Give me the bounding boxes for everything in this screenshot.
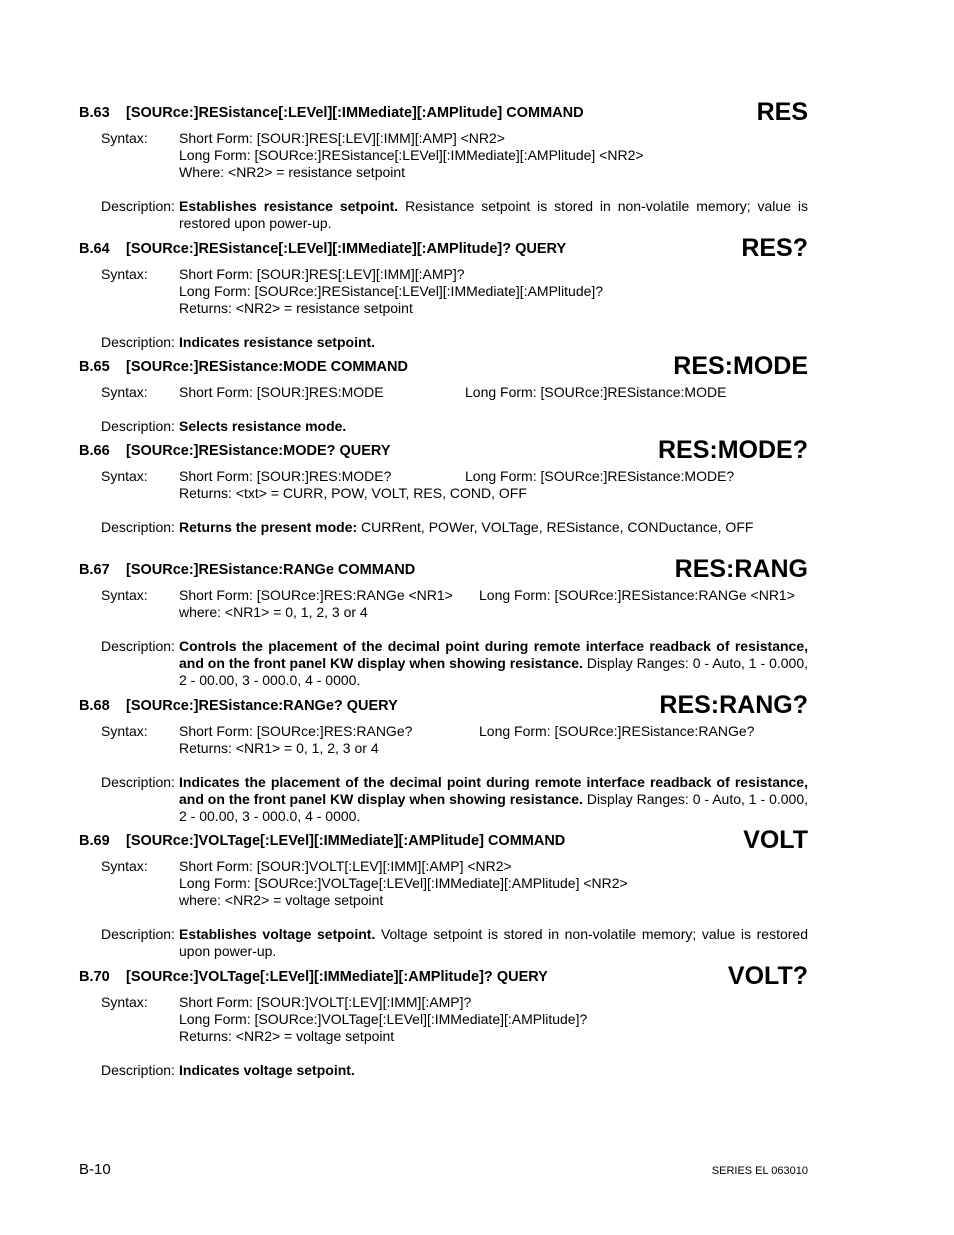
syntax-short: Short Form: [SOUR:]RES:MODE? [179,468,392,484]
command-keyword: RES:MODE? [658,436,808,464]
section-number: B.69 [79,833,110,849]
syntax-short: Short Form: [SOUR:]RES[:LEV][:IMM][:AMP] <NR2> [179,130,505,146]
description-label: Description: [101,334,175,350]
section-b67 [79,555,809,689]
section-heading [79,555,808,583]
command-keyword: RES [756,98,808,126]
syntax-block [79,130,808,181]
syntax-long: Long Form: [SOURce:]VOLTage[:LEVel][:IMMediate][:AMPlitude]? [179,1011,588,1027]
description-bold: Indicates voltage setpoint. [179,1062,355,1078]
description-bold: Controls the placement of the decimal point during remote interface readback of resistance, and on the front panel KW display when showing resistance. [179,638,808,671]
section-title: [SOURce:]RESistance:MODE COMMAND [126,359,408,375]
section-number: B.70 [79,969,110,985]
description-text: Display Ranges: 0 - Auto, 1 - 0.000, 2 - 00.00, 3 - 000.0, 4 - 0000. [179,655,809,688]
syntax-short: Short Form: [SOUR:]VOLT[:LEV][:IMM][:AMP] <NR2> [179,858,512,874]
syntax-block [79,587,808,621]
syntax-long: Long Form: [SOURce:]VOLTage[:LEVel][:IMMediate][:AMPlitude] <NR2> [179,875,628,891]
syntax-label: Syntax: [101,130,148,146]
description-bold: Establishes voltage setpoint. [179,926,376,942]
command-keyword: VOLT? [727,962,808,990]
section-title: [SOURce:]VOLTage[:LEVel][:IMMediate][:AMPlitude] COMMAND [126,833,566,849]
syntax-label: Syntax: [101,723,148,739]
section-number: B.63 [79,105,110,121]
syntax-long: Long Form: [SOURce:]RESistance:RANGe <NR1> [479,587,795,603]
command-keyword: RES:MODE [673,352,808,380]
description-label: Description: [101,1062,175,1078]
syntax-block [79,723,808,757]
syntax-short: Short Form: [SOURce:]RES:RANGe? [179,723,413,739]
syntax-label: Syntax: [101,384,148,400]
syntax-block [79,468,808,502]
description-label: Description: [101,198,175,214]
section-title: [SOURce:]RESistance[:LEVel][:IMMediate][:AMPlitude] COMMAND [126,105,584,121]
syntax-label: Syntax: [101,858,148,874]
description-label: Description: [101,774,175,790]
section-title: [SOURce:]RESistance:RANGe COMMAND [126,562,416,578]
command-keyword: RES? [741,234,808,262]
section-number: B.68 [79,698,110,714]
section-b64 [79,234,808,351]
syntax-returns: Returns: <NR2> = resistance setpoint [179,300,413,316]
syntax-short: Short Form: [SOUR:]RES[:LEV][:IMM][:AMP]? [179,266,465,282]
section-number: B.66 [79,443,110,459]
description-bold: Selects resistance mode. [179,418,347,434]
description-block [79,519,808,536]
section-heading [79,691,808,719]
section-heading [79,234,808,262]
description-block [79,198,808,232]
section-b65 [79,352,808,435]
description-label: Description: [101,519,175,535]
description-bold: Indicates resistance setpoint. [179,334,376,350]
section-b69 [79,826,808,960]
section-title: [SOURce:]RESistance[:LEVel][:IMMediate][:AMPlitude]? QUERY [126,241,567,257]
syntax-label: Syntax: [101,468,148,484]
description-label: Description: [101,926,175,942]
syntax-where: where: <NR1> = 0, 1, 2, 3 or 4 [179,604,368,620]
section-title: [SOURce:]RESistance:RANGe? QUERY [126,698,398,714]
description-label: Description: [101,418,175,434]
syntax-short: Short Form: [SOURce:]RES:RANGe <NR1> [179,587,453,603]
syntax-long: Long Form: [SOURce:]RESistance:MODE? [465,468,735,484]
section-heading [79,98,808,126]
command-keyword: VOLT [743,826,808,854]
document-id: SERIES EL 063010 [711,1165,808,1177]
page-number: B-10 [79,1161,111,1178]
syntax-returns: Returns: <NR2> = voltage setpoint [179,1028,395,1044]
section-b63 [79,98,808,232]
description-bold: Indicates the placement of the decimal point during remote interface readback of resistance, and on the front panel KW display when showing resistance. [179,774,808,807]
section-number: B.67 [79,562,110,578]
description-text: Voltage setpoint is stored in non-volatile memory; value is restored upon power-up. [179,926,808,959]
section-number: B.64 [79,241,110,257]
section-heading [79,436,808,464]
description-label: Description: [101,638,175,654]
description-text: Resistance setpoint is stored in non-volatile memory; value is restored upon power-up. [179,198,808,231]
description-text: CURRent, POWer, VOLTage, RESistance, CONDuctance, OFF [357,519,754,535]
section-b68 [79,691,809,825]
description-bold: Establishes resistance setpoint. [179,198,399,214]
syntax-block [79,266,808,317]
command-keyword: RES:RANG [674,555,808,583]
syntax-returns: Returns: <txt> = CURR, POW, VOLT, RES, COND, OFF [179,485,527,501]
section-title: [SOURce:]RESistance:MODE? QUERY [126,443,391,459]
section-b70 [79,962,808,1079]
command-keyword: RES:RANG? [659,691,808,719]
syntax-label: Syntax: [101,266,148,282]
syntax-label: Syntax: [101,994,148,1010]
syntax-where: where: <NR2> = voltage setpoint [179,892,384,908]
section-title: [SOURce:]VOLTage[:LEVel][:IMMediate][:AMPlitude]? QUERY [126,969,548,985]
syntax-block [79,994,808,1045]
syntax-short: Short Form: [SOUR:]RES:MODE [179,384,384,400]
syntax-block [79,384,808,401]
description-bold: Returns the present mode: [179,519,358,535]
section-b66 [79,436,808,536]
description-block [79,774,808,825]
description-block [79,334,808,351]
syntax-returns: Returns: <NR1> = 0, 1, 2, 3 or 4 [179,740,379,756]
syntax-block [79,858,808,909]
syntax-long: Long Form: [SOURce:]RESistance[:LEVel][:IMMediate][:AMPlitude] <NR2> [179,147,644,163]
description-text: Display Ranges: 0 - Auto, 1 - 0.000, 2 - 00.00, 3 - 000.0, 4 - 0000. [179,791,809,824]
syntax-long: Long Form: [SOURce:]RESistance:RANGe? [479,723,755,739]
section-heading [79,962,808,990]
section-heading [79,826,808,854]
description-block [79,1062,808,1079]
syntax-short: Short Form: [SOUR:]VOLT[:LEV][:IMM][:AMP]? [179,994,472,1010]
syntax-where: Where: <NR2> = resistance setpoint [179,164,406,180]
description-block [79,926,808,960]
syntax-label: Syntax: [101,587,148,603]
description-block [79,638,808,689]
syntax-long: Long Form: [SOURce:]RESistance:MODE [465,384,727,400]
syntax-long: Long Form: [SOURce:]RESistance[:LEVel][:IMMediate][:AMPlitude]? [179,283,604,299]
description-block [79,418,808,435]
section-heading [79,352,808,380]
section-number: B.65 [79,359,110,375]
